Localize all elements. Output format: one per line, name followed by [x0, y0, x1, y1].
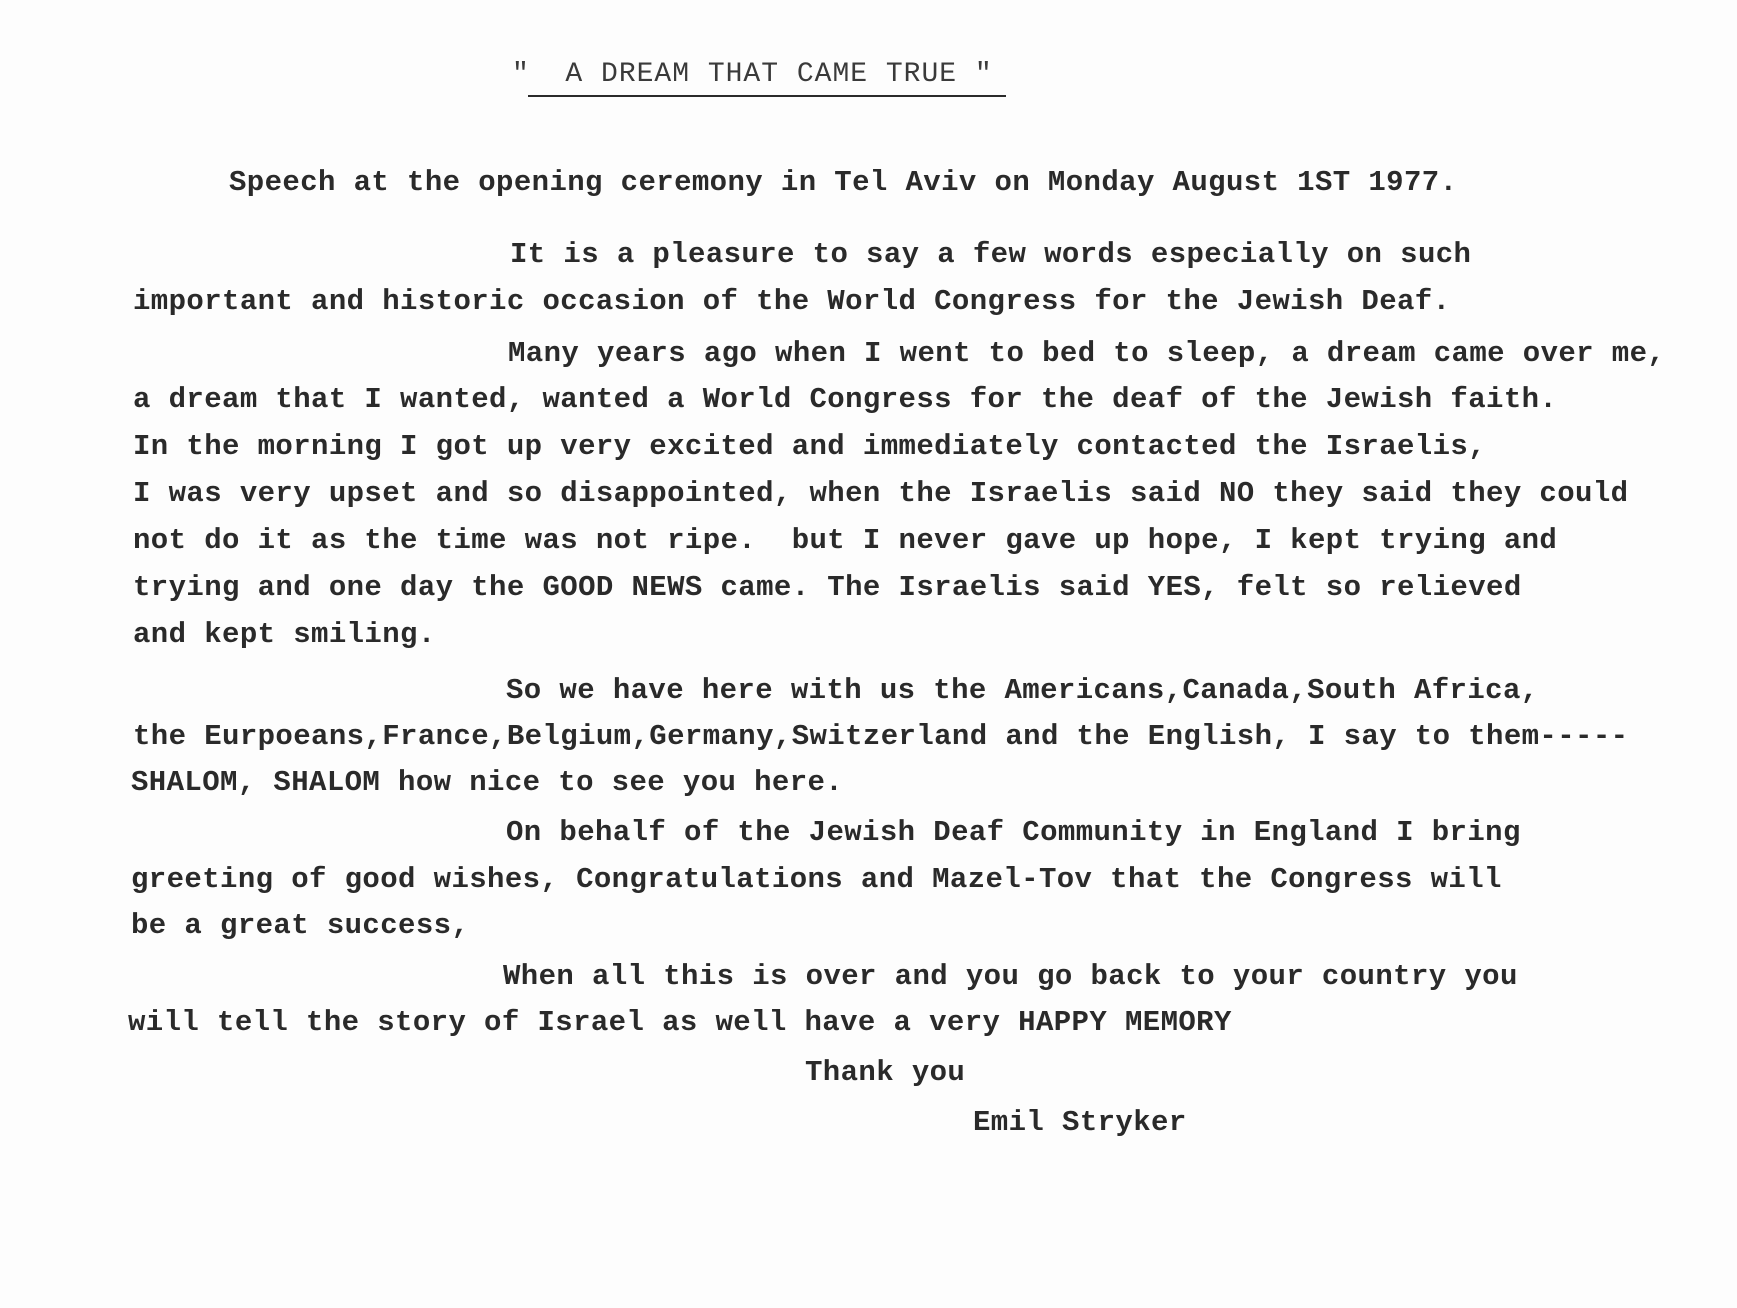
text-line: I was very upset and so disappointed, when the Israelis said NO they said they could [133, 477, 1629, 510]
text-line: important and historic occasion of the World Congress for the Jewish Deaf. [133, 285, 1451, 318]
title-underline [528, 95, 1006, 97]
text-line: the Eurpoeans,France,Belgium,Germany,Switzerland and the English, I say to them----- [133, 720, 1629, 753]
text-line: will tell the story of Israel as well have a very HAPPY MEMORY [128, 1006, 1232, 1039]
speech-subtitle: Speech at the opening ceremony in Tel Aviv on Monday August 1ST 1977. [229, 166, 1458, 199]
text-line: and kept smiling. [133, 618, 436, 651]
speech-title: " A DREAM THAT CAME TRUE " [512, 59, 993, 90]
text-line: trying and one day the GOOD NEWS came. The Israelis said YES, felt so relieved [133, 571, 1522, 604]
text-line: be a great success, [131, 909, 470, 942]
text-line: a dream that I wanted, wanted a World Congress for the deaf of the Jewish faith. [133, 383, 1558, 416]
text-line: On behalf of the Jewish Deaf Community in England I bring [506, 816, 1521, 849]
closing-line: Thank you [805, 1056, 966, 1089]
text-line: When all this is over and you go back to your country you [503, 960, 1518, 993]
text-line: greeting of good wishes, Congratulations and Mazel-Tov that the Congress will [131, 863, 1502, 896]
text-line: In the morning I got up very excited and immediately contacted the Israelis, [133, 430, 1487, 463]
text-line: So we have here with us the Americans,Canada,South Africa, [506, 674, 1539, 707]
text-line: It is a pleasure to say a few words especially on such [510, 238, 1472, 271]
text-line: not do it as the time was not ripe. but I never gave up hope, I kept trying and [133, 524, 1558, 557]
signature: Emil Stryker [973, 1106, 1187, 1139]
text-line: Many years ago when I went to bed to sleep, a dream came over me, [508, 337, 1666, 370]
text-line: SHALOM, SHALOM how nice to see you here. [131, 766, 844, 799]
